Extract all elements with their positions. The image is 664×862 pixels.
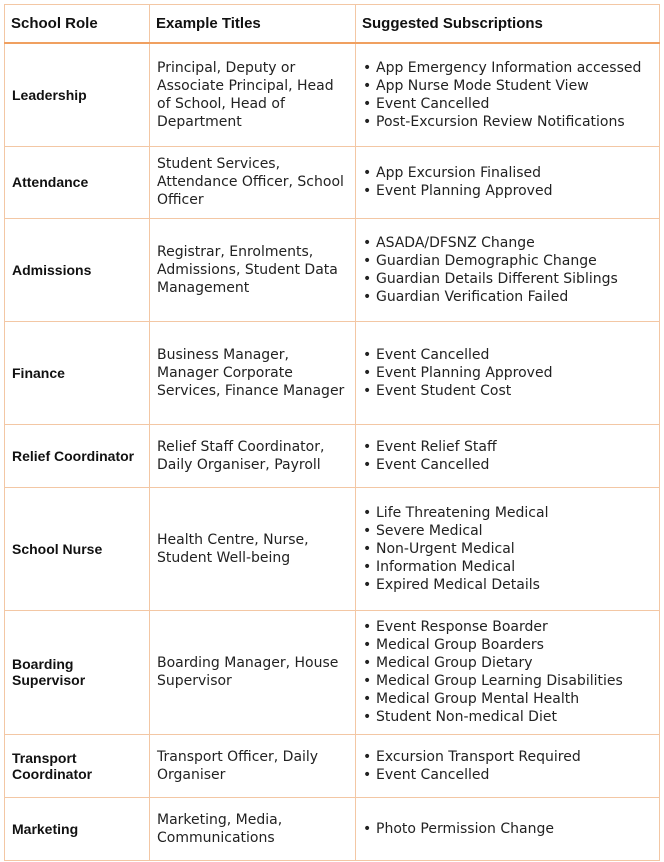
- subscription-item: • Medical Group Dietary: [363, 654, 653, 672]
- suggested-subscriptions-cell: [356, 146, 660, 218]
- subscription-list: [363, 748, 653, 784]
- subscription-item: • Event Cancelled: [363, 456, 653, 474]
- school-role-cell: Admissions: [5, 218, 150, 321]
- example-titles-cell: Health Centre, Nurse, Student Well-being: [150, 487, 356, 610]
- subscription-list: [363, 438, 653, 474]
- subscription-item: • App Emergency Information accessed: [363, 59, 653, 77]
- table-body: [5, 43, 660, 860]
- subscription-item: • Event Cancelled: [363, 346, 653, 364]
- subscription-item: • Medical Group Mental Health: [363, 690, 653, 708]
- suggested-subscriptions-cell: [356, 797, 660, 860]
- header-example-titles: Example Titles: [150, 5, 356, 44]
- subscription-item: • Student Non-medical Diet: [363, 708, 653, 726]
- example-titles-cell: Marketing, Media, Communications: [150, 797, 356, 860]
- subscription-item: • Event Planning Approved: [363, 364, 653, 382]
- subscription-item: • App Excursion Finalised: [363, 164, 653, 182]
- subscription-item: • Guardian Demographic Change: [363, 252, 653, 270]
- subscription-item: • App Nurse Mode Student View: [363, 77, 653, 95]
- subscription-item: • Guardian Verification Failed: [363, 288, 653, 306]
- suggested-subscriptions-cell: [356, 424, 660, 487]
- subscription-list: [363, 164, 653, 200]
- subscriptions-table: [4, 4, 660, 861]
- subscription-item: • Medical Group Learning Disabilities: [363, 672, 653, 690]
- table-row: [5, 146, 660, 218]
- school-role-cell: Relief Coordinator: [5, 424, 150, 487]
- subscription-item: • Life Threatening Medical: [363, 504, 653, 522]
- subscription-item: • Event Planning Approved: [363, 182, 653, 200]
- example-titles-cell: Student Services, Attendance Officer, School Officer: [150, 146, 356, 218]
- suggested-subscriptions-cell: [356, 734, 660, 797]
- subscription-list: [363, 618, 653, 726]
- school-role-cell: Marketing: [5, 797, 150, 860]
- subscription-item: • Severe Medical: [363, 522, 653, 540]
- table-row: [5, 487, 660, 610]
- table-row: [5, 797, 660, 860]
- school-role-cell: Leadership: [5, 43, 150, 146]
- subscription-item: • Information Medical: [363, 558, 653, 576]
- subscription-item: • Event Response Boarder: [363, 618, 653, 636]
- example-titles-cell: Transport Officer, Daily Organiser: [150, 734, 356, 797]
- subscription-list: [363, 820, 653, 838]
- subscription-item: • Post-Excursion Review Notifications: [363, 113, 653, 131]
- example-titles-cell: Business Manager, Manager Corporate Services, Finance Manager: [150, 321, 356, 424]
- subscription-list: [363, 234, 653, 306]
- school-role-cell: Attendance: [5, 146, 150, 218]
- subscription-item: • Medical Group Boarders: [363, 636, 653, 654]
- school-role-cell: School Nurse: [5, 487, 150, 610]
- subscription-list: [363, 504, 653, 594]
- subscription-list: [363, 346, 653, 400]
- table-row: [5, 610, 660, 734]
- subscription-item: • Guardian Details Different Siblings: [363, 270, 653, 288]
- header-school-role: School Role: [5, 5, 150, 44]
- school-role-cell: Transport Coordinator: [5, 734, 150, 797]
- example-titles-cell: Boarding Manager, House Supervisor: [150, 610, 356, 734]
- suggested-subscriptions-cell: [356, 218, 660, 321]
- example-titles-cell: Registrar, Enrolments, Admissions, Student Data Management: [150, 218, 356, 321]
- school-role-cell: Finance: [5, 321, 150, 424]
- table-row: [5, 218, 660, 321]
- subscription-item: • Excursion Transport Required: [363, 748, 653, 766]
- suggested-subscriptions-cell: [356, 321, 660, 424]
- subscription-item: • Event Student Cost: [363, 382, 653, 400]
- suggested-subscriptions-cell: [356, 487, 660, 610]
- header-row: [5, 5, 660, 44]
- subscription-item: • Event Cancelled: [363, 766, 653, 784]
- table-row: [5, 321, 660, 424]
- header-suggested-subscriptions: Suggested Subscriptions: [356, 5, 660, 44]
- table-row: [5, 43, 660, 146]
- suggested-subscriptions-cell: [356, 43, 660, 146]
- subscription-list: [363, 59, 653, 131]
- subscription-item: • Event Cancelled: [363, 95, 653, 113]
- table-row: [5, 734, 660, 797]
- subscription-item: • Photo Permission Change: [363, 820, 653, 838]
- subscription-item: • ASADA/DFSNZ Change: [363, 234, 653, 252]
- subscription-item: • Non-Urgent Medical: [363, 540, 653, 558]
- subscription-item: • Expired Medical Details: [363, 576, 653, 594]
- school-role-cell: Boarding Supervisor: [5, 610, 150, 734]
- example-titles-cell: Principal, Deputy or Associate Principal, Head of School, Head of Department: [150, 43, 356, 146]
- suggested-subscriptions-cell: [356, 610, 660, 734]
- table-row: [5, 424, 660, 487]
- example-titles-cell: Relief Staff Coordinator, Daily Organiser, Payroll: [150, 424, 356, 487]
- subscription-item: • Event Relief Staff: [363, 438, 653, 456]
